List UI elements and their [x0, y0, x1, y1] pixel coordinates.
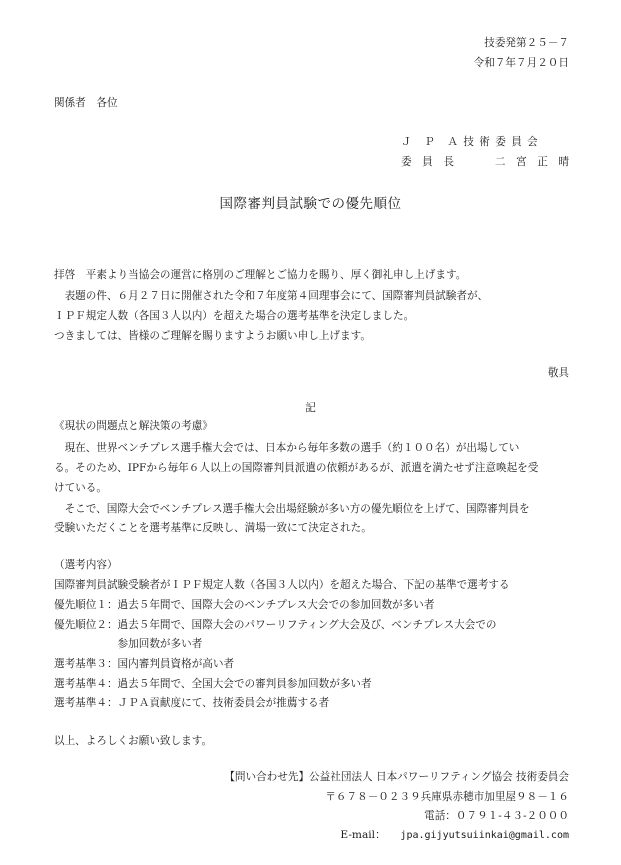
selection-line: 優先順位１：過去５年間で、国際大会のベンチプレス大会での参加回数が多い者: [54, 599, 435, 611]
document-date: 令和７年７月２０日: [473, 57, 569, 69]
problem-line: る。そのため、IPFから毎年６人以上の国際審判員派遣の依頼があるが、派遣を満たせず注意喚起を受: [54, 462, 539, 474]
greeting-line: 拝啓 平素より当協会の運営に格別のご理解とご協力を賜り、厚く御礼申し上げます。: [54, 269, 467, 281]
greeting-line: 表題の件、６月２７日に開催された令和７年度第４回理事会にて、国際審判員試験者が、: [54, 290, 489, 302]
selection-line: 優先順位２：過去５年間で、国際大会のパワーリフティング大会及び、ベンチプレス大会での: [54, 619, 497, 631]
contact-phone: 電話：０７９１-４３-２０００: [424, 810, 569, 822]
problem-heading: 《現状の問題点と解決策の考慮》: [54, 420, 213, 432]
selection-line: 国際審判員試験受験者がＩＰＦ規定人数（各国３人以内）を超えた場合、下記の基準で選考する: [54, 579, 510, 591]
problem-line: けている。: [54, 482, 107, 494]
problem-line: 受験いただくことを選考基準に反映し、満場一致にて決定された。: [54, 522, 372, 534]
closing-word: 敬具: [547, 367, 569, 379]
sender-chair-name: 二 宮 正 晴: [494, 156, 569, 168]
selection-heading: （選考内容）: [54, 559, 118, 571]
recipient: 関係者 各位: [54, 97, 118, 109]
sender-chair-role: 委 員 長: [401, 156, 454, 168]
email-label: E-mail：: [340, 829, 386, 841]
contact-address: 〒６７８－０２３９兵庫県赤穂市加里屋９８－１６: [325, 791, 569, 803]
selection-line: 選考基準４：ＪＰＡ貢献度にて、技術委員会が推薦する者: [54, 697, 330, 709]
page-title: 国際審判員試験での優先順位: [219, 196, 402, 212]
document-number: 技委発第２５－７: [484, 37, 569, 49]
problem-line: 現在、世界ベンチプレス選手権大会では、日本から毎年多数の選手（約１００名）が出場してい: [54, 442, 520, 454]
problem-line: そこで、国際大会でベンチプレス選手権大会出場経験が多い方の優先順位を上げて、国際審判員を: [54, 503, 530, 515]
selection-line: 選考基準３：国内審判員資格が高い者: [54, 658, 235, 670]
selection-line: 選考基準４：過去５年間で、全国大会での審判員参加回数が多い者: [54, 678, 372, 690]
greeting-line: つきましては、皆様のご理解を賜りますようお願い申し上げます。: [54, 330, 371, 342]
email-link[interactable]: jpa.gijyutsuiinkai@gmail.com: [400, 830, 569, 841]
contact-organization: 【問い合わせ先】公益社団法人 日本パワーリフティング協会 技術委員会: [224, 771, 569, 783]
greeting-line: ＩＰＦ規定人数（各国３人以内）を超えた場合の選考基準を決定しました。: [54, 310, 415, 322]
contact-email-row: [340, 828, 569, 843]
sender-organization: Ｊ Ｐ Ａ 技 術 委 員 会: [401, 136, 539, 148]
ki-heading: 記: [305, 402, 316, 414]
selection-line: 参加回数が多い者: [54, 638, 203, 650]
ending-line: 以上、よろしくお願い致します。: [54, 735, 213, 747]
